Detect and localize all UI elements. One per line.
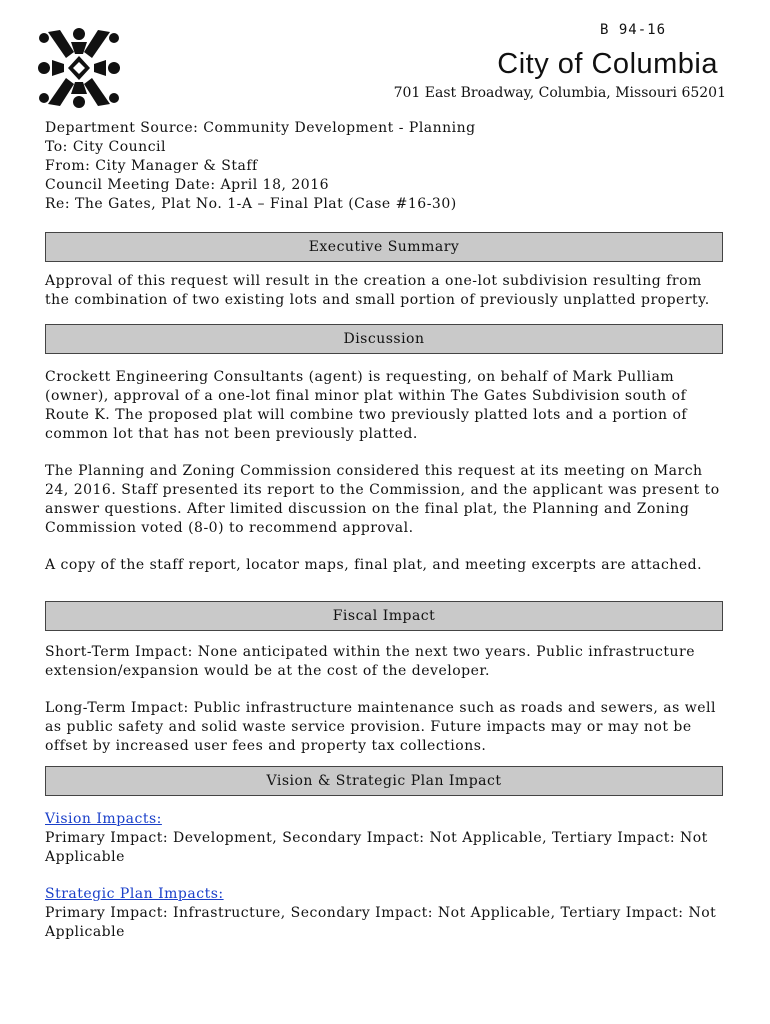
fiscal-impact-header: Fiscal Impact bbox=[45, 601, 723, 631]
long-term-impact-text: Long-Term Impact: Public infrastructure maintenance such as roads and sewers, as well as public safety and solid waste service provision. Future impacts may or may not be offset by increased user fees and property tax collections. bbox=[45, 700, 716, 754]
subject-line: Re: The Gates, Plat No. 1-A – Final Plat (Case #16-30) bbox=[45, 196, 457, 212]
city-address: 701 East Broadway, Columbia, Missouri 65201 bbox=[393, 85, 726, 101]
vision-strategic-header: Vision & Strategic Plan Impact bbox=[45, 766, 723, 796]
department-source: Department Source: Community Development - Planning bbox=[45, 120, 476, 136]
executive-summary-header: Executive Summary bbox=[45, 232, 723, 262]
vision-impacts-text: Primary Impact: Development, Secondary Impact: Not Applicable, Tertiary Impact: Not Applicable bbox=[45, 830, 708, 865]
document-code: B 94-16 bbox=[600, 22, 667, 38]
discussion-paragraph-3: A copy of the staff report, locator maps, final plat, and meeting excerpts are attached. bbox=[45, 557, 703, 573]
discussion-paragraph-2: The Planning and Zoning Commission considered this request at its meeting on March 24, 2016. Staff presented its report to the Commission, and the applicant was present to answer questions. After limited discussion on the final plat, the Planning and Zoning Commission voted (8-0) to recommend approval. bbox=[45, 463, 720, 536]
city-logo-icon bbox=[38, 26, 120, 110]
discussion-header: Discussion bbox=[45, 324, 723, 354]
memo-body bbox=[45, 119, 723, 942]
sender-line: From: City Manager & Staff bbox=[45, 158, 258, 174]
strategic-plan-impacts-text: Primary Impact: Infrastructure, Secondary Impact: Not Applicable, Tertiary Impact: Not Applicable bbox=[45, 905, 717, 940]
vision-impacts-link[interactable]: Vision Impacts: bbox=[45, 811, 162, 827]
recipient-line: To: City Council bbox=[45, 139, 166, 155]
short-term-impact-text: Short-Term Impact: None anticipated within the next two years. Public infrastructure extension/expansion would be at the cost of the developer. bbox=[45, 644, 695, 679]
executive-summary-text: Approval of this request will result in the creation a one-lot subdivision resulting from the combination of two existing lots and small portion of previously unplatted property. bbox=[45, 273, 710, 308]
strategic-plan-impacts-link[interactable]: Strategic Plan Impacts: bbox=[45, 886, 224, 902]
meeting-date-line: Council Meeting Date: April 18, 2016 bbox=[45, 177, 330, 193]
discussion-paragraph-1: Crockett Engineering Consultants (agent) is requesting, on behalf of Mark Pulliam (owner), approval of a one-lot final minor plat within The Gates Subdivision south of Route K. The proposed plat will combine two previously platted lots and a portion of common lot that has not been previously platted. bbox=[45, 369, 688, 442]
city-title: City of Columbia bbox=[497, 48, 718, 80]
